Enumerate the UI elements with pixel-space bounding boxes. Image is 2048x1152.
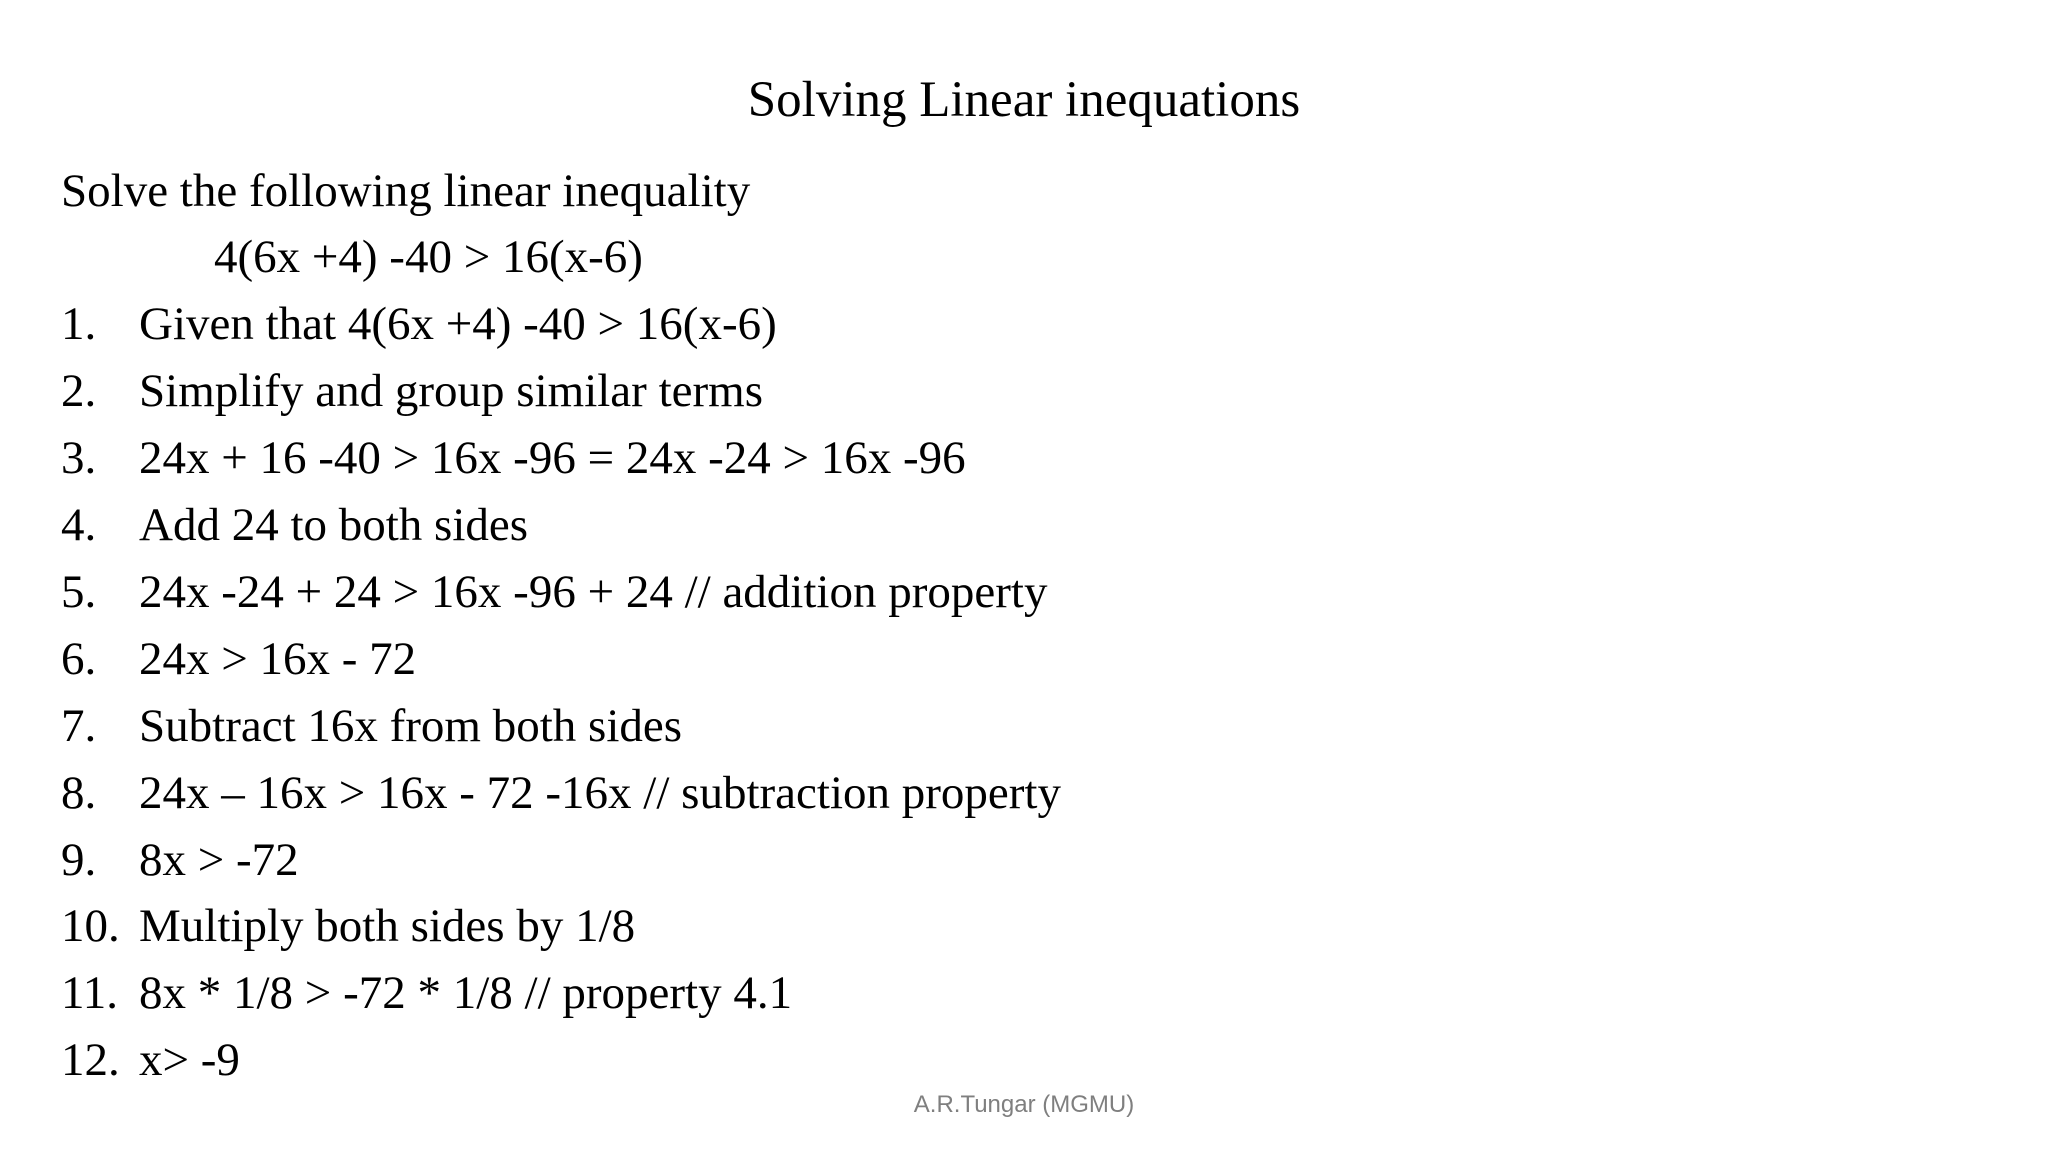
step-number: 2. [61, 365, 97, 418]
steps-list [61, 291, 1061, 1094]
step-number: 4. [61, 499, 97, 552]
step-item [61, 492, 1061, 559]
step-text: 24x -24 + 24 > 16x -96 + 24 // addition property [139, 566, 1048, 618]
step-item [61, 759, 1061, 826]
step-item [61, 625, 1061, 692]
step-number: 9. [61, 833, 97, 886]
step-number: 3. [61, 432, 97, 485]
step-text: 8x > -72 [139, 833, 299, 886]
step-number: 5. [61, 566, 97, 618]
intro-equation: 4(6x +4) -40 > 16(x-6) [214, 231, 643, 283]
step-text: 24x – 16x > 16x - 72 -16x // subtraction property [139, 766, 1061, 819]
intro-text: Solve the following linear inequality [61, 165, 751, 217]
step-item [61, 291, 1061, 358]
step-text: Add 24 to both sides [139, 499, 529, 552]
step-text: 24x > 16x - 72 [139, 632, 417, 685]
step-text: 24x + 16 -40 > 16x -96 = 24x -24 > 16x -96 [139, 432, 966, 485]
step-text: 8x * 1/8 > -72 * 1/8 // property 4.1 [139, 967, 793, 1020]
step-number: 8. [61, 766, 97, 819]
step-text: x> -9 [139, 1034, 240, 1087]
step-item [61, 559, 1061, 626]
step-item [61, 1027, 1061, 1094]
step-item [61, 425, 1061, 492]
step-text: Simplify and group similar terms [139, 365, 763, 418]
step-item [61, 358, 1061, 425]
step-number: 11. [61, 967, 119, 1020]
step-text: Subtract 16x from both sides [139, 699, 683, 752]
step-item [61, 692, 1061, 759]
step-number: 6. [61, 632, 97, 685]
step-item [61, 893, 1061, 960]
slide-title: Solving Linear inequations [747, 72, 1301, 128]
step-number: 7. [61, 699, 97, 752]
step-text: Given that 4(6x +4) -40 > 16(x-6) [139, 298, 777, 351]
slide-footer: A.R.Tungar (MGMU) [913, 1091, 1135, 1118]
step-number: 12. [61, 1034, 120, 1087]
step-number: 1. [61, 298, 97, 351]
step-item [61, 960, 1061, 1027]
step-item [61, 826, 1061, 893]
step-text: Multiply both sides by 1/8 [139, 900, 636, 953]
step-number: 10. [61, 900, 120, 953]
